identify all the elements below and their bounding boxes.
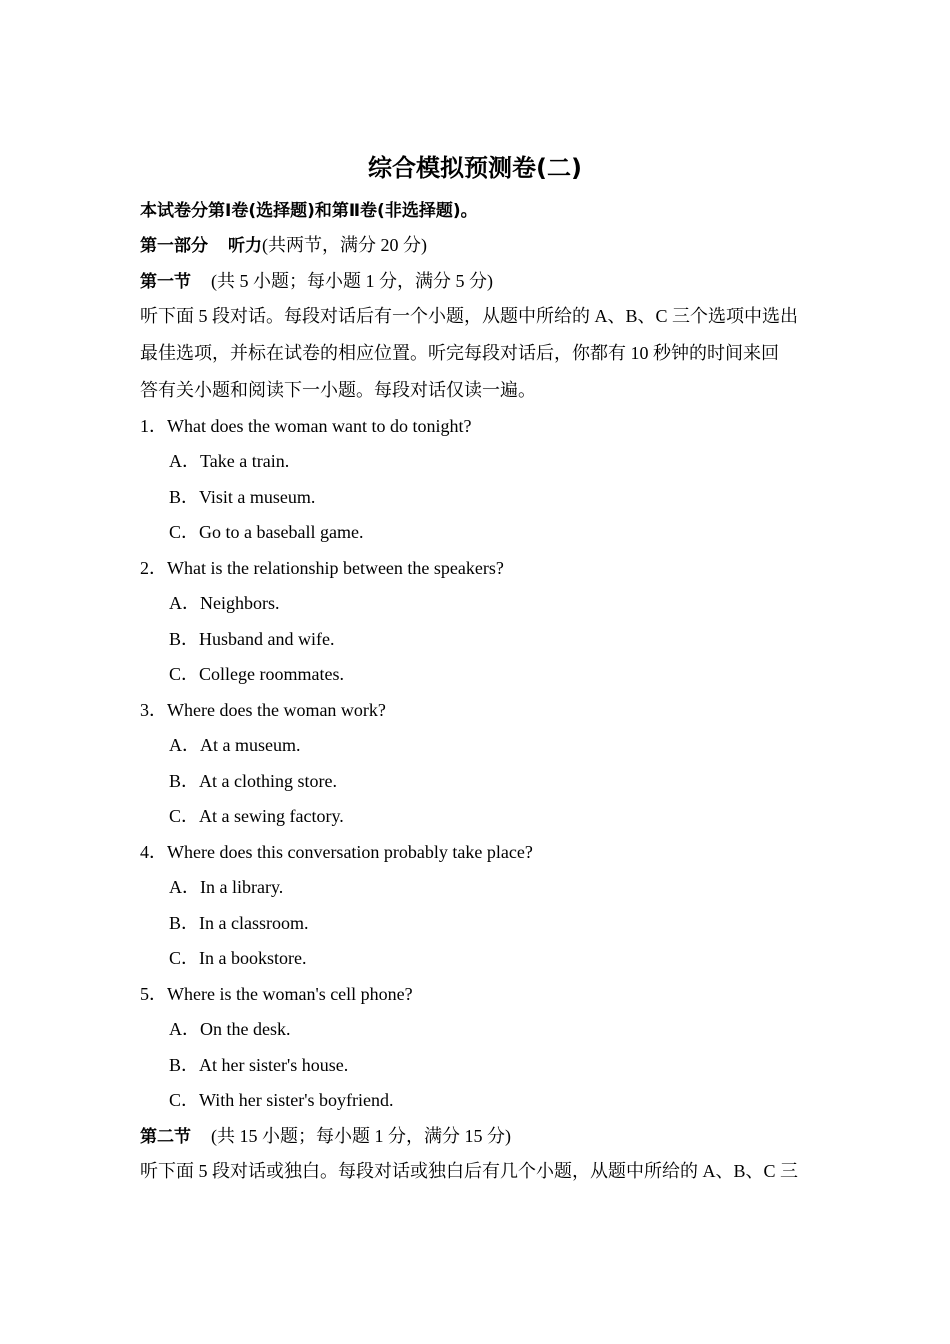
section1-instructions-line: 最佳选项，并标在试卷的相应位置。听完每段对话后，你都有 10 秒钟的时间来回 — [140, 343, 779, 363]
question-1-option-a: A．Take a train. — [169, 451, 290, 471]
question-1-option-b: B．Visit a museum. — [169, 487, 316, 507]
section1-heading — [140, 266, 820, 297]
section2-label: 第二节 — [140, 1127, 191, 1147]
intro-text — [140, 195, 820, 226]
section1-label: 第一节 — [140, 272, 191, 292]
question-4-option-a: A．In a library. — [169, 877, 284, 897]
section1-instructions-line: 听下面 5 段对话。每段对话后有一个小题，从题中所给的 A、B、C 三个选项中选出 — [140, 306, 799, 326]
question-3-option-b: B．At a clothing store. — [169, 771, 337, 791]
question-4: 4．Where does this conversation probably take place? — [140, 842, 533, 862]
part1-name: 听力 — [228, 236, 262, 256]
question-4-option-b: B．In a classroom. — [169, 913, 309, 933]
question-3-option-a: A．At a museum. — [169, 735, 301, 755]
section1-note: (共 5 小题；每小题 1 分，满分 5 分) — [211, 271, 493, 291]
question-2-option-c: C．College roommates. — [169, 664, 344, 684]
question-5-option-a: A．On the desk. — [169, 1019, 291, 1039]
section2-note: (共 15 小题；每小题 1 分，满分 15 分) — [211, 1126, 511, 1146]
question-4-option-c: C．In a bookstore. — [169, 948, 307, 968]
part1-heading — [140, 230, 820, 261]
question-5-option-c: C．With her sister's boyfriend. — [169, 1090, 394, 1110]
question-2-option-b: B．Husband and wife. — [169, 629, 335, 649]
page-title: 综合模拟预测卷(二) — [368, 154, 582, 182]
question-5-option-b: B．At her sister's house. — [169, 1055, 349, 1075]
question-1: 1．What does the woman want to do tonight? — [140, 416, 472, 436]
section2-heading — [140, 1121, 820, 1152]
question-3: 3．Where does the woman work? — [140, 700, 386, 720]
question-3-option-c: C．At a sewing factory. — [169, 806, 344, 826]
part1-label: 第一部分 — [140, 236, 208, 256]
question-2-option-a: A．Neighbors. — [169, 593, 280, 613]
section1-instructions-line: 答有关小题和阅读下一小题。每段对话仅读一遍。 — [140, 380, 536, 400]
question-5: 5．Where is the woman's cell phone? — [140, 984, 413, 1004]
section2-instructions-line: 听下面 5 段对话或独白。每段对话或独白后有几个小题，从题中所给的 A、B、C 三 — [140, 1161, 799, 1181]
intro-label: 本试卷分第Ⅰ卷(选择题)和第Ⅱ卷(非选择题)。 — [140, 201, 478, 221]
part1-note: (共两节，满分 20 分) — [262, 235, 427, 255]
question-1-option-c: C．Go to a baseball game. — [169, 522, 364, 542]
question-2: 2．What is the relationship between the speakers? — [140, 558, 504, 578]
